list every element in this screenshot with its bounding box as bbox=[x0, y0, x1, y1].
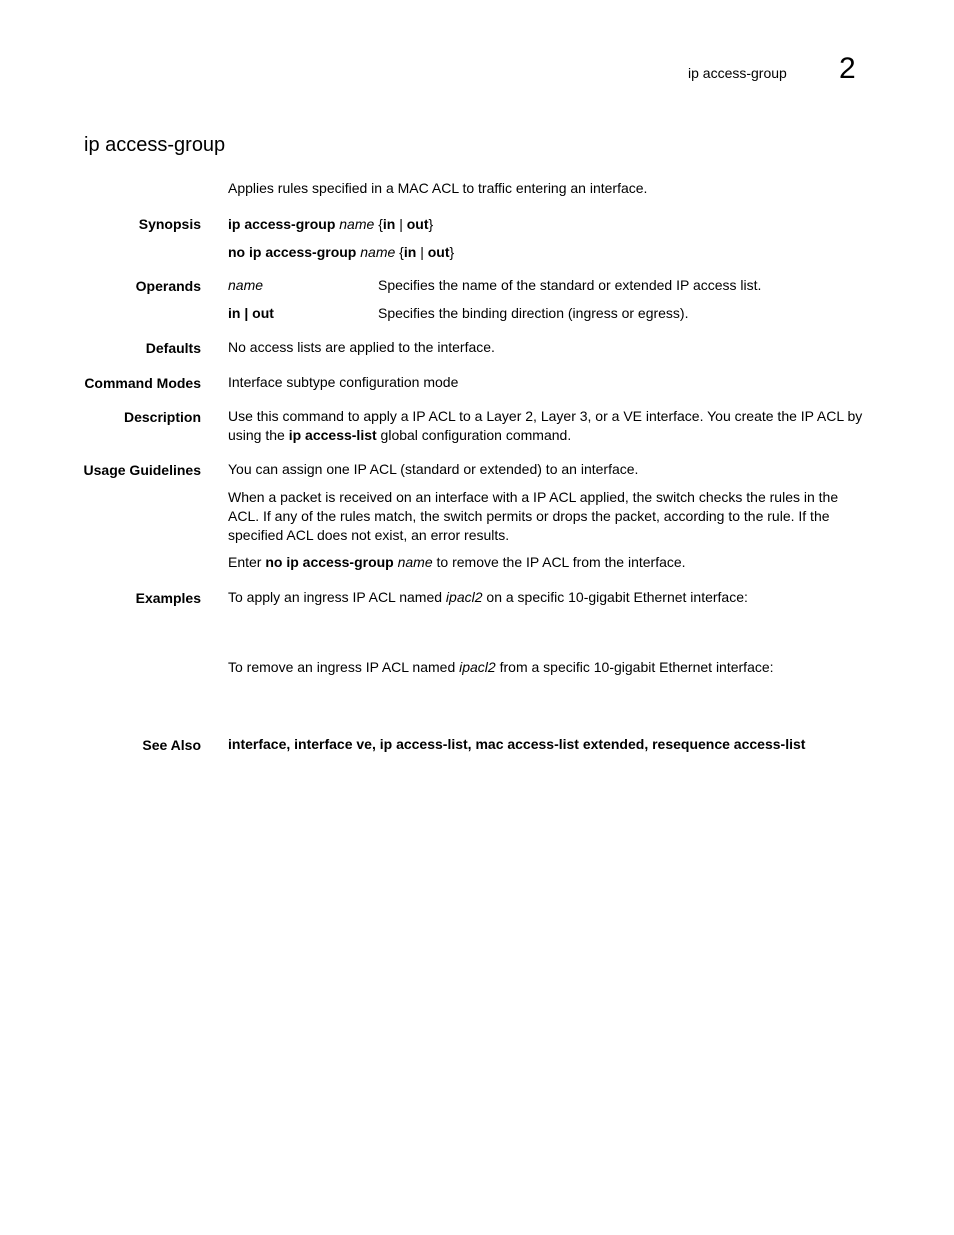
synopsis-line-1 bbox=[228, 215, 868, 234]
example-1 bbox=[228, 588, 868, 607]
command-modes-label: Command Modes bbox=[84, 375, 201, 391]
kw-in: in bbox=[403, 244, 417, 260]
synopsis-label: Synopsis bbox=[138, 216, 201, 232]
example-2 bbox=[228, 658, 868, 677]
separator: | bbox=[416, 244, 428, 260]
example-1-before: To apply an ingress IP ACL named bbox=[228, 589, 446, 605]
example-1-arg: ipacl2 bbox=[445, 589, 483, 605]
examples-label: Examples bbox=[135, 590, 201, 606]
kw-out: out bbox=[406, 216, 429, 232]
brace-close: } bbox=[449, 244, 455, 260]
usage-label: Usage Guidelines bbox=[83, 462, 201, 478]
description-text bbox=[228, 407, 868, 445]
defaults-label: Defaults bbox=[145, 340, 201, 356]
brace-close: } bbox=[428, 216, 434, 232]
usage-p3-before: Enter bbox=[228, 554, 266, 570]
kw-in: in bbox=[382, 216, 396, 232]
description-after: global configuration command. bbox=[376, 427, 572, 443]
usage-paragraph-3 bbox=[228, 553, 868, 572]
synopsis-cmd: ip access-group bbox=[228, 216, 336, 232]
operands-label: Operands bbox=[135, 278, 201, 294]
synopsis-arg: name bbox=[360, 244, 396, 260]
kw-out: out bbox=[427, 244, 450, 260]
see-also-links: interface, interface ve, ip access-list, mac access-list extended, resequence access-list bbox=[228, 736, 806, 752]
operand-desc: Specifies the name of the standard or extended IP access list. bbox=[378, 277, 762, 293]
synopsis-cmd: no ip access-group bbox=[228, 244, 357, 260]
example-1-after: on a specific 10-gigabit Ethernet interface: bbox=[482, 589, 748, 605]
usage-paragraph-2: When a packet is received on an interface with a IP ACL applied, the switch checks the rules in the ACL. If any of the rules match, the switch permits or drops the packet, according to the rule. If the specified ACL does not exist, an error results. bbox=[228, 489, 839, 543]
example-2-before: To remove an ingress IP ACL named bbox=[228, 659, 460, 675]
synopsis-arg: name bbox=[339, 216, 375, 232]
chapter-number: 2 bbox=[839, 52, 856, 85]
usage-p3-arg: name bbox=[397, 554, 433, 570]
see-also-label: See Also bbox=[142, 737, 201, 753]
page-title: ip access-group bbox=[84, 134, 226, 156]
usage-p3-after: to remove the IP ACL from the interface. bbox=[432, 554, 686, 570]
brace-open: { bbox=[378, 216, 383, 232]
description-label: Description bbox=[123, 409, 201, 425]
defaults-text: No access lists are applied to the interface. bbox=[228, 339, 495, 355]
separator: | bbox=[395, 216, 407, 232]
synopsis-line-2 bbox=[228, 243, 868, 262]
operand-term: name bbox=[228, 277, 264, 293]
description-before: Use this command to apply a IP ACL to a Layer 2, Layer 3, or a VE interface. You create the IP ACL by using the bbox=[228, 408, 863, 443]
usage-p3-cmd: no ip access-group bbox=[265, 554, 394, 570]
example-2-after: from a specific 10-gigabit Ethernet interface: bbox=[495, 659, 774, 675]
running-title: ip access-group bbox=[688, 65, 787, 81]
operand-term: in | out bbox=[228, 305, 274, 321]
operand-desc: Specifies the binding direction (ingress or egress). bbox=[378, 305, 689, 321]
description-cmd: ip access-list bbox=[288, 427, 377, 443]
brace-open: { bbox=[399, 244, 404, 260]
command-modes-text: Interface subtype configuration mode bbox=[228, 374, 459, 390]
example-2-arg: ipacl2 bbox=[459, 659, 496, 675]
usage-paragraph-1: You can assign one IP ACL (standard or extended) to an interface. bbox=[228, 461, 639, 477]
command-summary: Applies rules specified in a MAC ACL to traffic entering an interface. bbox=[228, 180, 648, 196]
